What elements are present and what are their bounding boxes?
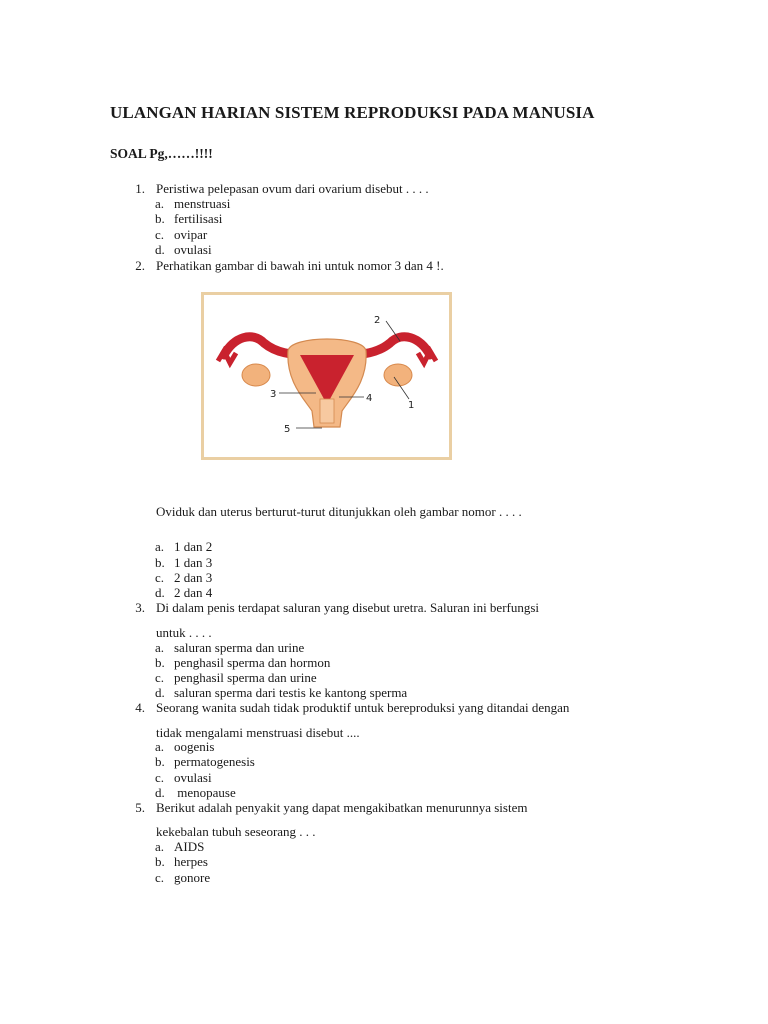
option-text: penghasil sperma dan hormon: [174, 655, 331, 670]
option-letter: b.: [155, 211, 165, 226]
option-text: herpes: [174, 854, 208, 869]
option-letter: d.: [155, 685, 165, 700]
option-letter: a.: [155, 539, 165, 554]
question-text: Oviduk dan uterus berturut-turut ditunjukkan oleh gambar nomor . . . .: [156, 504, 522, 519]
option-text: ovipar: [174, 227, 208, 242]
question-text-continued: tidak mengalami menstruasi disebut ....: [156, 725, 360, 740]
question-number: 4.: [135, 700, 145, 715]
option-text: 1 dan 3: [174, 555, 213, 570]
option-text: gonore: [174, 870, 211, 885]
figure-label: 3: [270, 389, 277, 400]
option-text: penghasil sperma dan urine: [174, 670, 317, 685]
option-letter: b.: [155, 655, 165, 670]
option-letter: a.: [155, 739, 165, 754]
option-text: 1 dan 2: [174, 539, 213, 554]
question-number: 2.: [135, 258, 145, 273]
option-letter: b.: [155, 555, 165, 570]
figure-label: 1: [408, 400, 415, 411]
option-text: saluran sperma dari testis ke kantong sperma: [174, 685, 408, 700]
option-letter: d.: [155, 785, 165, 800]
question-text: Berikut adalah penyakit yang dapat mengakibatkan menurunnya sistem: [156, 800, 528, 815]
question-text: Peristiwa pelepasan ovum dari ovarium disebut . . . .: [156, 181, 429, 196]
option-text: oogenis: [174, 739, 215, 754]
option-text: permatogenesis: [174, 754, 255, 769]
option-letter: b.: [155, 754, 165, 769]
option-text: fertilisasi: [174, 211, 223, 226]
option-letter: a.: [155, 839, 165, 854]
question-number: 1.: [135, 181, 145, 196]
figure-label: 2: [374, 315, 381, 326]
option-letter: c.: [155, 870, 165, 885]
uterus-diagram: [201, 292, 452, 460]
section-subtitle: SOAL Pg,……!!!!: [110, 146, 213, 161]
option-letter: d.: [155, 585, 165, 600]
option-text: 2 dan 3: [174, 570, 213, 585]
question-text-continued: kekebalan tubuh seseorang . . .: [156, 824, 316, 839]
option-letter: a.: [155, 640, 165, 655]
option-letter: d.: [155, 242, 165, 257]
question-text: Di dalam penis terdapat saluran yang disebut uretra. Saluran ini berfungsi: [156, 600, 540, 615]
option-letter: b.: [155, 854, 165, 869]
option-letter: c.: [155, 770, 165, 785]
option-letter: a.: [155, 196, 165, 211]
question-text: Seorang wanita sudah tidak produktif untuk bereproduksi yang ditandai dengan: [156, 700, 570, 715]
option-text: menstruasi: [174, 196, 231, 211]
option-text: menopause: [174, 785, 236, 800]
figure-label: 4: [366, 393, 373, 404]
question-text-continued: untuk . . . .: [156, 625, 212, 640]
option-letter: c.: [155, 227, 165, 242]
question-text: Perhatikan gambar di bawah ini untuk nomor 3 dan 4 !.: [156, 258, 444, 273]
option-text: ovulasi: [174, 770, 212, 785]
figure-label: 5: [284, 424, 291, 435]
option-text: AIDS: [174, 839, 205, 854]
option-letter: c.: [155, 670, 165, 685]
option-text: saluran sperma dan urine: [174, 640, 305, 655]
option-text: ovulasi: [174, 242, 212, 257]
option-text: 2 dan 4: [174, 585, 213, 600]
option-letter: c.: [155, 570, 165, 585]
page-title: ULANGAN HARIAN SISTEM REPRODUKSI PADA MANUSIA: [110, 103, 595, 122]
question-number: 3.: [135, 600, 145, 615]
question-number: 5.: [135, 800, 145, 815]
